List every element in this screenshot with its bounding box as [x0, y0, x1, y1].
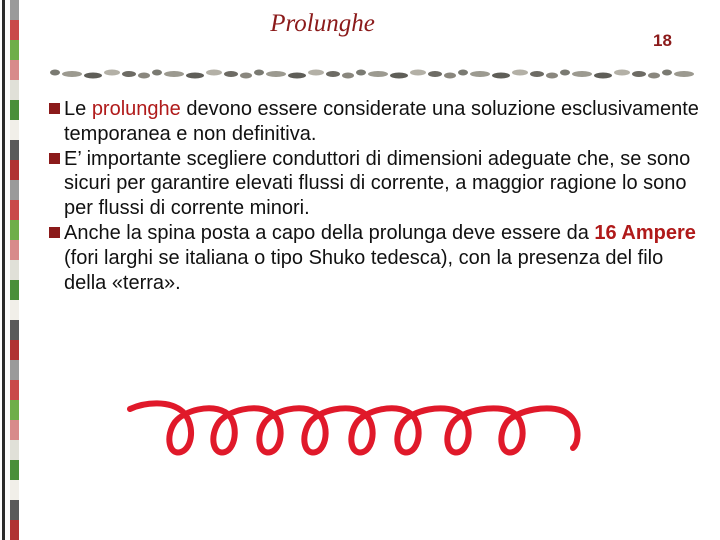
- pebble: [152, 70, 162, 76]
- square-bullet-icon: [49, 227, 60, 238]
- strip-segment: [10, 280, 19, 300]
- pebble: [368, 71, 388, 77]
- pebble-divider: [46, 62, 694, 86]
- pebble: [342, 73, 354, 79]
- pebble: [224, 71, 238, 77]
- strip-segment: [10, 520, 19, 540]
- strip-segment: [10, 100, 19, 120]
- pebble: [104, 70, 120, 76]
- pebble: [326, 71, 340, 77]
- pebble: [444, 73, 456, 79]
- strip-segment: [10, 480, 19, 500]
- strip-segment: [10, 200, 19, 220]
- slide-title: Prolunghe: [270, 10, 375, 37]
- strip-segment: [10, 400, 19, 420]
- strip-segment: [10, 360, 19, 380]
- strip-segment: [10, 260, 19, 280]
- strip-segment: [10, 240, 19, 260]
- bullet-prefix: Anche la spina posta a capo della prolunga deve essere da: [64, 221, 595, 244]
- pebble: [164, 71, 184, 77]
- strip-line: [2, 0, 5, 540]
- pebble: [50, 70, 60, 76]
- bullet-item: [48, 221, 708, 295]
- pebble: [186, 73, 204, 79]
- pebble: [530, 71, 544, 77]
- strip-segment: [10, 220, 19, 240]
- strip-segment: [10, 320, 19, 340]
- pebble: [138, 73, 150, 79]
- pebble: [560, 70, 570, 76]
- pebble: [288, 73, 306, 79]
- strip-segment: [10, 300, 19, 320]
- bullet-text: (fori larghi se italiana o tipo Shuko tedesca), con la presenza del filo della «terra».: [64, 246, 664, 294]
- pebble: [308, 70, 324, 76]
- bullet-prefix: Le: [64, 98, 92, 120]
- decorative-left-strip: [0, 0, 24, 540]
- strip-segment: [10, 460, 19, 480]
- pebble: [390, 73, 408, 79]
- slide-number: 18: [653, 31, 672, 50]
- pebble: [572, 71, 592, 77]
- strip-segment: [10, 160, 19, 180]
- pebble: [512, 70, 528, 76]
- pebble: [206, 70, 222, 76]
- bullet-text: devono essere considerate una soluzione esclusivamente temporanea e non definitiva.: [64, 98, 699, 145]
- pebble: [632, 71, 646, 77]
- strip-segment: [10, 420, 19, 440]
- slide-content: [48, 97, 708, 295]
- strip-segment: [10, 120, 19, 140]
- strip-segment: [10, 80, 19, 100]
- pebble: [674, 71, 694, 77]
- strip-segment: [10, 40, 19, 60]
- pebble: [266, 71, 286, 77]
- strip-segment: [10, 20, 19, 40]
- strip-segment: [10, 340, 19, 360]
- pebble: [662, 70, 672, 76]
- pebble: [356, 70, 366, 76]
- highlighted-term: 16 Ampere: [594, 221, 696, 244]
- strip-segment: [10, 60, 19, 80]
- highlighted-term: prolunghe: [91, 98, 181, 120]
- square-bullet-icon: [49, 103, 60, 114]
- bullet-item: [48, 97, 708, 147]
- strip-segment: [10, 180, 19, 200]
- pebble: [240, 73, 252, 79]
- strip-segment: [10, 380, 19, 400]
- square-bullet-icon: [49, 153, 60, 164]
- bullet-text: E’ importante scegliere conduttori di dimensioni adeguate che, se sono sicuri per garantire elevati flussi di corrente, a maggior ragione lo sono per flussi di corrente minori.: [64, 147, 691, 220]
- pebble: [492, 73, 510, 79]
- pebble: [470, 71, 490, 77]
- pebble: [648, 73, 660, 79]
- pebble: [62, 71, 82, 77]
- pebble: [594, 73, 612, 79]
- strip-segment: [10, 500, 19, 520]
- pebble: [254, 70, 264, 76]
- pebble: [410, 70, 426, 76]
- strip-segment: [10, 0, 19, 20]
- bullet-item: [48, 147, 708, 221]
- strip-segment: [10, 440, 19, 460]
- strip-segment: [10, 140, 19, 160]
- pebble: [614, 70, 630, 76]
- pebble: [122, 71, 136, 77]
- pebble: [458, 70, 468, 76]
- pebble: [546, 73, 558, 79]
- coiled-cable-drawing: [125, 392, 600, 462]
- pebble: [428, 71, 442, 77]
- pebble: [84, 73, 102, 79]
